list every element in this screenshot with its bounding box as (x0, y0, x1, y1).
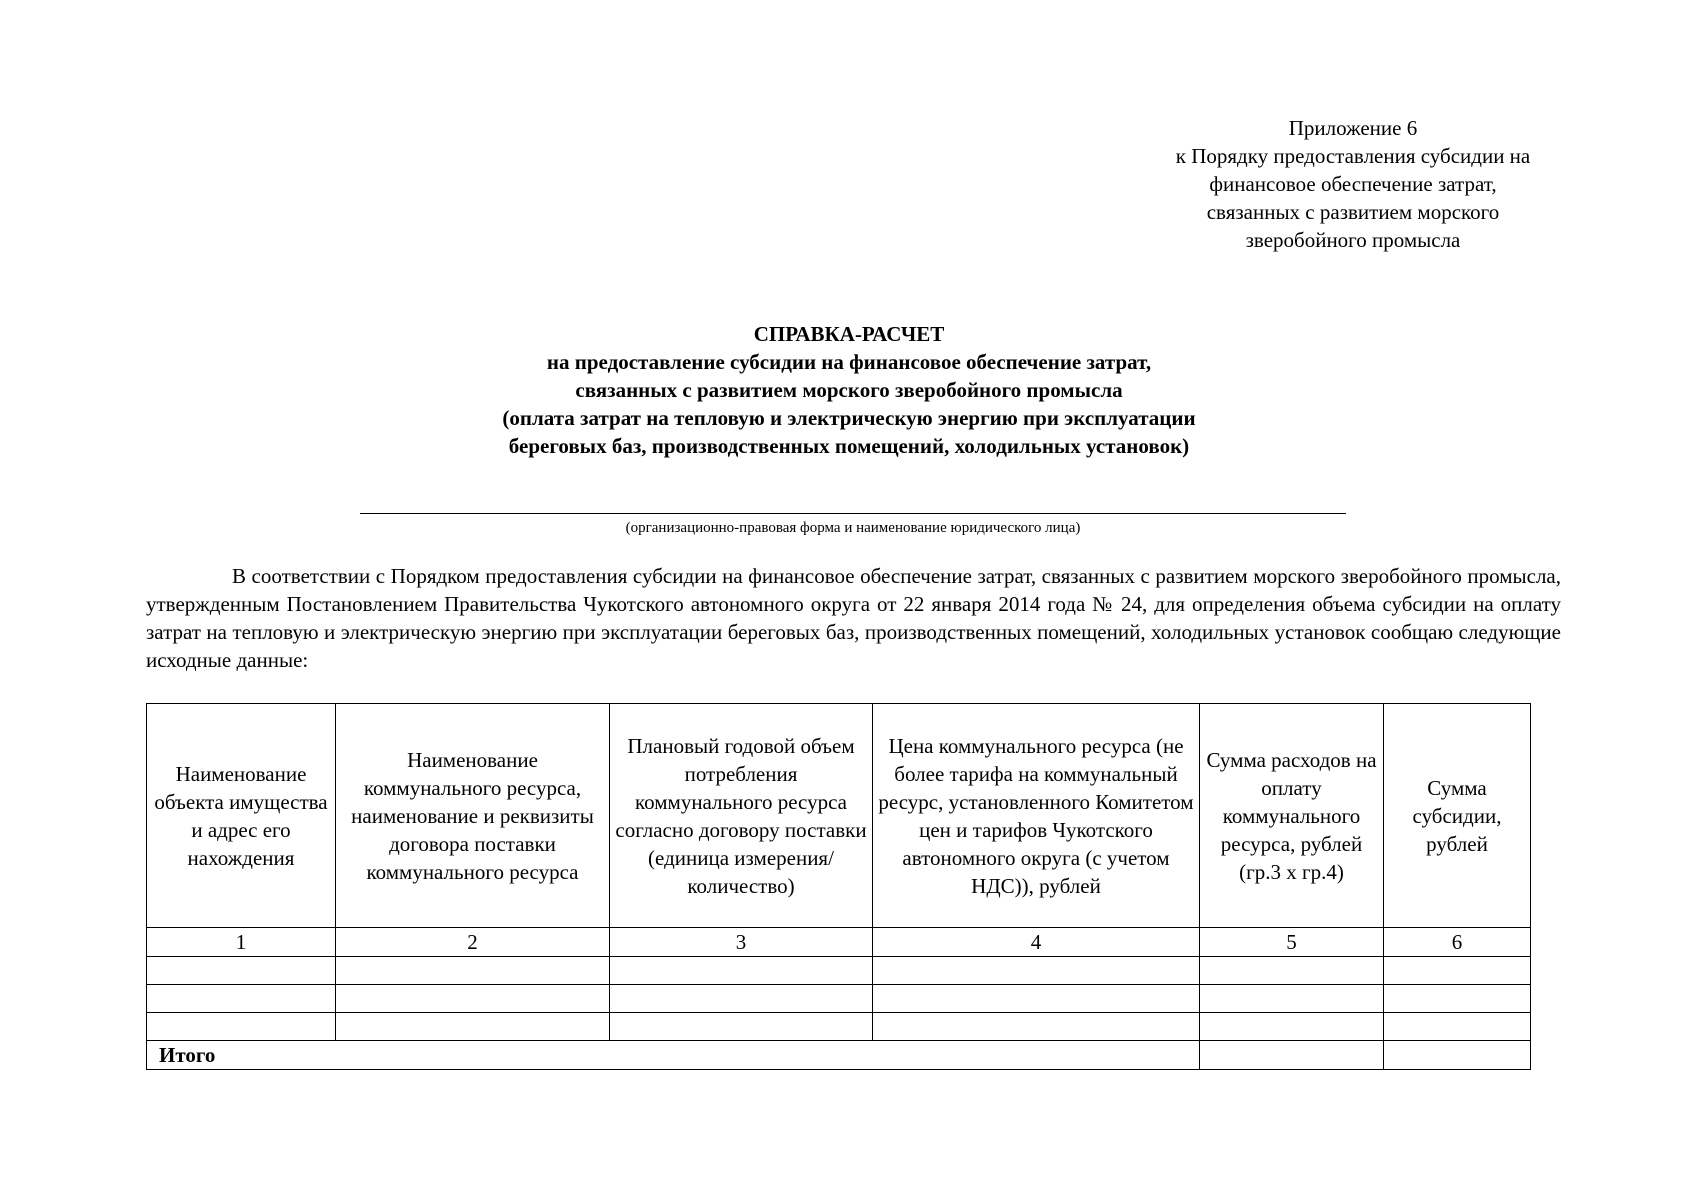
table-cell[interactable] (147, 985, 336, 1013)
calculation-table (146, 703, 1531, 1070)
title-line: связанных с развитием морского зверобойного промысла (575, 378, 1123, 402)
table-cell[interactable] (873, 957, 1200, 985)
annex-line: к Порядку предоставления субсидии на (1175, 144, 1531, 168)
total-subsidy-cell[interactable] (1384, 1041, 1531, 1070)
column-number: 6 (1384, 928, 1531, 957)
column-number: 2 (336, 928, 610, 957)
table-row (147, 957, 1531, 985)
column-header: Плановый годовой объем потребления коммунального ресурса согласно договору поставки (единица измерения/количество) (610, 704, 873, 928)
table-cell[interactable] (610, 985, 873, 1013)
table-cell[interactable] (336, 985, 610, 1013)
column-header: Сумма расходов на оплату коммунального ресурса, рублей (гр.3 х гр.4) (1200, 704, 1384, 928)
annex-block (1120, 114, 1586, 254)
column-number-row (147, 928, 1531, 957)
column-number: 4 (873, 928, 1200, 957)
table-cell[interactable] (1384, 1013, 1531, 1041)
annex-line: Приложение 6 (1288, 116, 1418, 140)
org-name-caption: (организационно-правовая форма и наименование юридического лица) (625, 520, 1081, 536)
table-cell[interactable] (336, 957, 610, 985)
total-row (147, 1041, 1531, 1070)
annex-line: финансовое обеспечение затрат, (1209, 172, 1497, 196)
column-header: Наименование коммунального ресурса, наименование и реквизиты договора поставки коммунального ресурса (336, 704, 610, 928)
body-paragraph: В соответствии с Порядком предоставления субсидии на финансовое обеспечение затрат, связанных с развитием морского зверобойного промысла, утвержденным Постановлением Правительства Чукотского автономного округа от 22 января 2014 года № 24, для определения объема субсидии на оплату затрат на тепловую и электрическую энергию при эксплуатации береговых баз, производственных помещений, холодильных установок сообщаю следующие исходные данные: (146, 564, 1561, 672)
table-cell[interactable] (147, 1013, 336, 1041)
table-cell[interactable] (336, 1013, 610, 1041)
column-header: Наименование объекта имущества и адрес его нахождения (147, 704, 336, 928)
title-line: (оплата затрат на тепловую и электрическую энергию при эксплуатации (502, 406, 1196, 430)
column-header: Цена коммунального ресурса (не более тарифа на коммунальный ресурс, установленного Комитетом цен и тарифов Чукотского автономного округа (с учетом НДС)), рублей (873, 704, 1200, 928)
title-line: береговых баз, производственных помещений, холодильных установок) (508, 434, 1190, 458)
annex-line: зверобойного промысла (1245, 228, 1461, 252)
table-row (147, 985, 1531, 1013)
column-number: 5 (1200, 928, 1384, 957)
total-label: Итого (147, 1041, 1200, 1070)
table-cell[interactable] (873, 985, 1200, 1013)
table-cell[interactable] (1200, 985, 1384, 1013)
total-expenses-cell[interactable] (1200, 1041, 1384, 1070)
table-header-row (147, 704, 1531, 928)
title-line: на предоставление субсидии на финансовое обеспечение затрат, (546, 350, 1152, 374)
column-number: 1 (147, 928, 336, 957)
org-name-fill-line[interactable] (360, 513, 1346, 514)
table-cell[interactable] (610, 957, 873, 985)
table-cell[interactable] (1384, 985, 1531, 1013)
table-cell[interactable] (1384, 957, 1531, 985)
table-cell[interactable] (873, 1013, 1200, 1041)
column-header: Сумма субсидии, рублей (1384, 704, 1531, 928)
table-cell[interactable] (147, 957, 336, 985)
table-cell[interactable] (610, 1013, 873, 1041)
annex-line: связанных с развитием морского (1206, 200, 1500, 224)
table-cell[interactable] (1200, 957, 1384, 985)
document-title (380, 320, 1318, 460)
table-row (147, 1013, 1531, 1041)
table-cell[interactable] (1200, 1013, 1384, 1041)
column-number: 3 (610, 928, 873, 957)
title-line: СПРАВКА-РАСЧЕТ (753, 322, 945, 346)
